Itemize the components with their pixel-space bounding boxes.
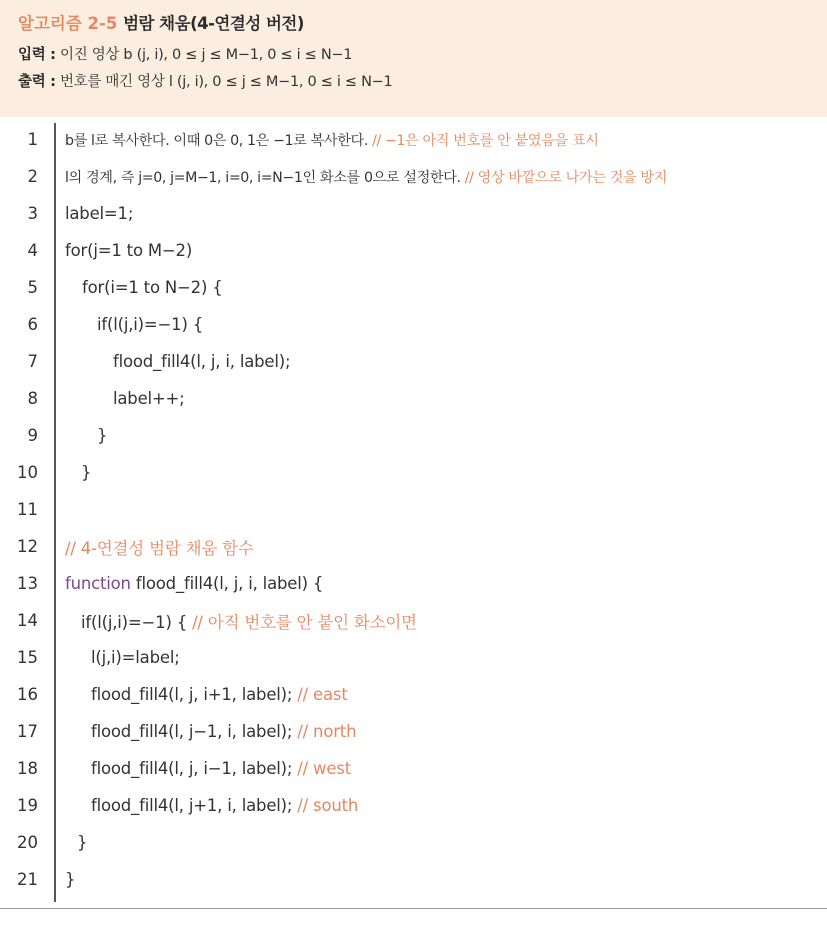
code-body: } xyxy=(97,426,108,445)
code-text xyxy=(82,278,223,297)
code-body: flood_fill4(l, j, i−1, label); xyxy=(91,759,293,778)
code-line xyxy=(0,787,827,824)
code-comment: // west xyxy=(297,759,351,778)
code-text xyxy=(65,204,133,223)
code-text xyxy=(113,389,185,408)
code-line xyxy=(0,565,827,602)
input-text: 이진 영상 b (j, i), 0 ≤ j ≤ M−1, 0 ≤ i ≤ N−1 xyxy=(59,47,353,63)
code-line xyxy=(0,713,827,750)
code-line xyxy=(0,676,827,713)
line-number: 3 xyxy=(27,204,38,223)
line-number: 8 xyxy=(27,389,38,408)
code-body: if(l(j,i)=−1) { xyxy=(81,612,188,632)
code-text xyxy=(65,535,254,559)
code-text xyxy=(91,759,351,778)
input-label: 입력 : xyxy=(18,47,56,63)
code-line xyxy=(0,158,827,195)
code-line xyxy=(0,750,827,787)
algorithm-name: 범람 채움(4-연결성 버전) xyxy=(123,14,304,33)
code-keyword: function xyxy=(65,574,131,593)
code-body: flood_fill4(l, j−1, i, label); xyxy=(91,722,293,741)
line-number: 18 xyxy=(17,759,38,778)
code-body: l의 경계, 즉 j=0, j=M−1, i=0, i=N−1인 화소를 0으로 설정한다. xyxy=(65,169,461,186)
code-text xyxy=(113,352,290,371)
code-comment: // −1은 아직 번호를 안 붙였음을 표시 xyxy=(372,132,599,149)
line-number: 16 xyxy=(17,685,38,704)
line-number: 13 xyxy=(17,574,38,593)
output-label: 출력 : xyxy=(18,74,56,90)
code-text xyxy=(65,241,192,260)
code-line xyxy=(0,306,827,343)
code-body: } xyxy=(77,833,88,852)
code-text xyxy=(97,315,203,334)
output-line xyxy=(18,73,827,100)
code-comment: // east xyxy=(297,685,348,704)
code-line xyxy=(0,343,827,380)
line-number: 11 xyxy=(17,500,38,519)
code-body: flood_fill4(l, j+1, i, label); xyxy=(91,796,293,815)
line-number: 17 xyxy=(17,722,38,741)
code-body: } xyxy=(65,870,76,889)
line-number: 1 xyxy=(27,130,38,149)
line-number: 5 xyxy=(27,278,38,297)
code-text xyxy=(65,167,667,187)
code-text xyxy=(77,833,87,852)
code-line xyxy=(0,528,827,565)
code-line xyxy=(0,491,827,528)
code-line xyxy=(0,602,827,639)
line-number: 4 xyxy=(27,241,38,260)
code-text xyxy=(65,574,323,593)
code-body: for(j=1 to M−2) xyxy=(65,241,193,260)
code-body: flood_fill4(l, j, i, label) { xyxy=(135,574,324,593)
code-text xyxy=(65,870,75,889)
code-text xyxy=(91,722,356,741)
line-number: 19 xyxy=(17,796,38,815)
code-body: } xyxy=(81,463,92,482)
algorithm-title xyxy=(18,14,827,46)
code-body: label++; xyxy=(113,389,185,408)
code-line xyxy=(0,269,827,306)
code-line xyxy=(0,639,827,676)
code-line xyxy=(0,454,827,491)
code-text xyxy=(91,796,358,815)
code-line xyxy=(0,417,827,454)
line-number: 12 xyxy=(17,537,38,556)
code-text xyxy=(81,463,91,482)
code-comment: // south xyxy=(297,796,359,815)
code-body: flood_fill4(l, j, i, label); xyxy=(113,352,291,371)
code-body: if(l(j,i)=−1) { xyxy=(97,315,204,334)
code-line xyxy=(0,380,827,417)
code-text xyxy=(91,648,180,667)
line-number: 10 xyxy=(17,463,38,482)
line-number: 14 xyxy=(17,611,38,630)
code-body: l(j,i)=label; xyxy=(91,648,180,667)
algorithm-number: 알고리즘 2-5 xyxy=(18,14,118,33)
code-line xyxy=(0,121,827,158)
code-comment: // 4-연결성 범람 채움 함수 xyxy=(65,538,254,558)
code-comment: // 아직 번호를 안 붙인 화소이면 xyxy=(192,612,417,632)
code-comment: // north xyxy=(297,722,357,741)
code-block xyxy=(0,117,827,909)
code-body: for(i=1 to N−2) { xyxy=(82,278,223,297)
line-number: 2 xyxy=(27,167,38,186)
code-line xyxy=(0,861,827,898)
input-line xyxy=(18,46,827,73)
line-number: 6 xyxy=(27,315,38,334)
code-comment: // 영상 바깥으로 나가는 것을 방지 xyxy=(464,169,668,186)
code-body: label=1; xyxy=(65,204,134,223)
algorithm-header xyxy=(0,0,827,117)
output-text: 번호를 매긴 영상 l (j, i), 0 ≤ j ≤ M−1, 0 ≤ i ≤ N−1 xyxy=(59,74,393,90)
code-line xyxy=(0,232,827,269)
line-number: 20 xyxy=(17,833,38,852)
code-line xyxy=(0,195,827,232)
code-body: flood_fill4(l, j, i+1, label); xyxy=(91,685,293,704)
code-text xyxy=(65,130,599,150)
code-body: b를 l로 복사한다. 이때 0은 0, 1은 −1로 복사한다. xyxy=(65,132,368,149)
line-number: 7 xyxy=(27,352,38,371)
code-text xyxy=(91,685,348,704)
line-number: 9 xyxy=(27,426,38,445)
line-number: 21 xyxy=(17,870,38,889)
line-number: 15 xyxy=(17,648,38,667)
code-text xyxy=(97,426,107,445)
code-line xyxy=(0,824,827,861)
code-text xyxy=(81,609,417,633)
